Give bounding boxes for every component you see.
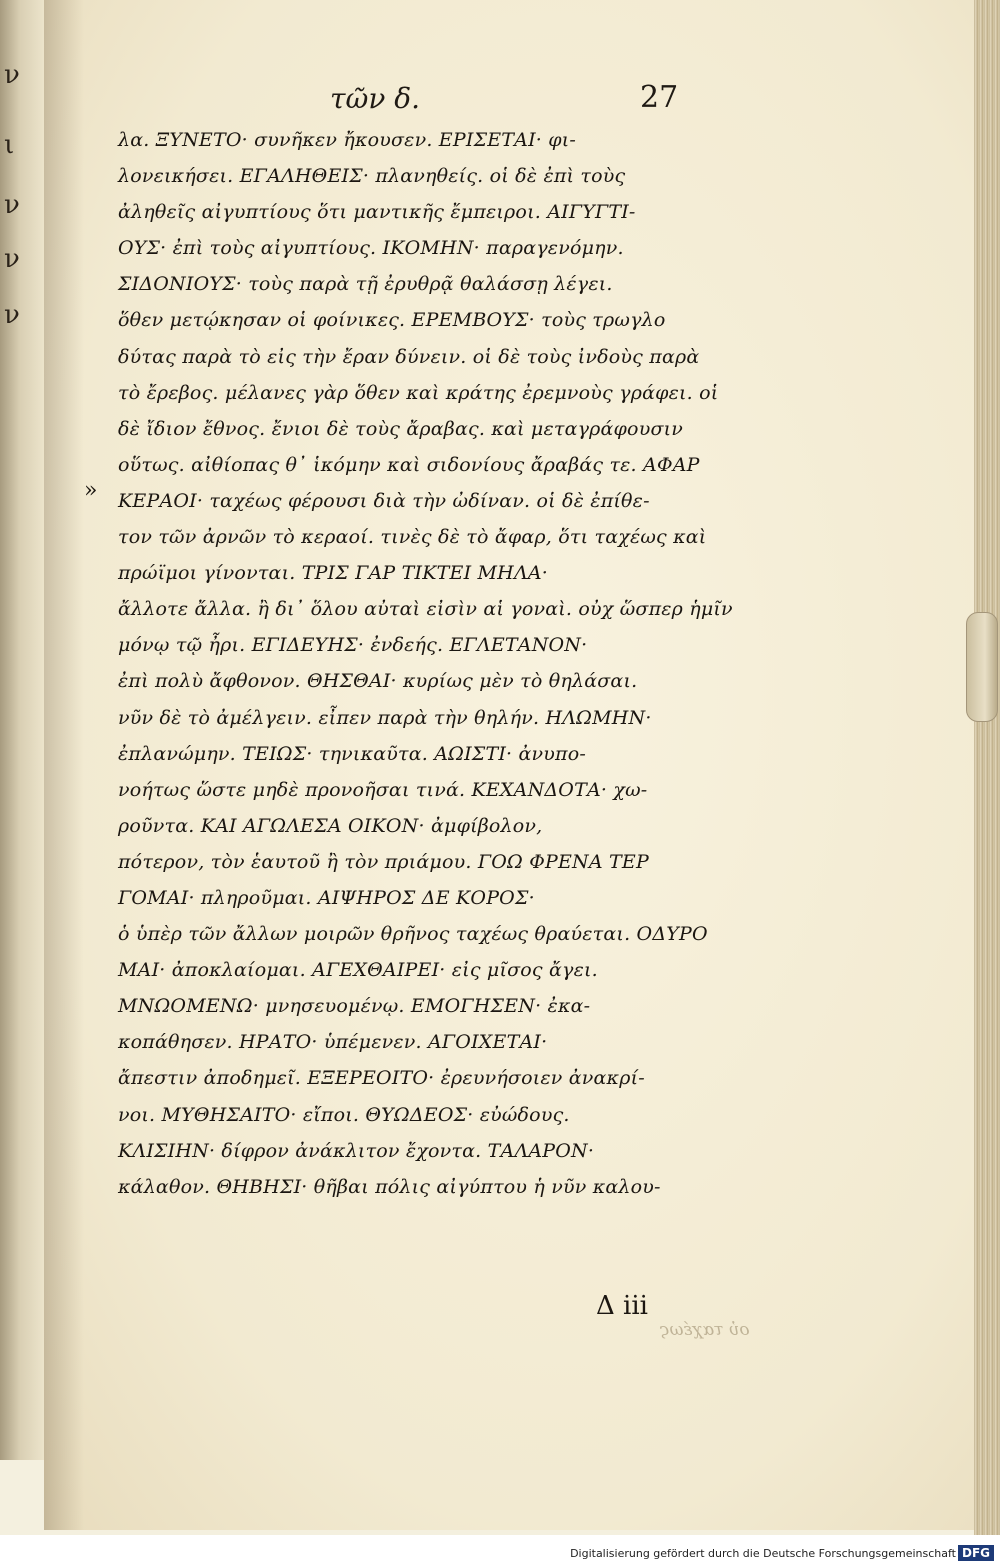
text-line: ΚΕΡΑΟΙ· ταχέως φέρουσι διὰ τὴν ὠδίναν. οἱ δὲ ἐπίθε-	[118, 489, 650, 512]
text-block	[118, 122, 768, 1205]
text-line: κοπάθησεν. ΗΡΑΤΟ· ὑπέμενεν. ΑΓΟΙΧΕΤΑΙ·	[118, 1031, 548, 1054]
page-block-edge	[974, 0, 1000, 1535]
text-line: δύτας παρὰ τὸ εἰς τὴν ἔραν δύνειν. οἱ δὲ τοὺς ἰνδοὺς παρὰ	[118, 345, 700, 368]
facing-page-fragment: ν	[4, 244, 20, 274]
text-line: κάλαθον. ΘΗΒΗΣΙ· θῆβαι πόλις αἰγύπτου ἡ νῦν καλου-	[118, 1175, 661, 1198]
signature-mark: Δ iii	[596, 1291, 648, 1321]
facing-page-fragment: ν	[4, 300, 20, 330]
text-line: ὅθεν μετῴκησαν οἱ φοίνικες. ΕΡΕΜΒΟΥΣ· τοὺς τρωγλο	[118, 309, 666, 332]
text-line: ἀληθεῖς αἰγυπτίους ὅτι μαντικῆς ἔμπειροι. ΑΙΓΥΓΤΙ-	[118, 201, 636, 224]
text-line: ΣΙΔΟΝΙΟΥΣ· τοὺς παρὰ τῇ ἐρυθρᾷ θαλάσσῃ λέγει.	[118, 273, 613, 296]
facing-page-fragment: ν	[4, 190, 20, 220]
binding-shadow	[44, 0, 84, 1530]
text-line: νοήτως ὥστε μηδὲ προνοῆσαι τινά. ΚΕΧΑΝΔΟΤΑ· χω-	[118, 778, 648, 801]
text-line: ὁ ὑπὲρ τῶν ἄλλων μοιρῶν θρῆνος ταχέως θραύεται. ΟΔΥΡΟ	[118, 923, 708, 946]
text-line: τον τῶν ἀρνῶν τὸ κεραοί. τινὲς δὲ τὸ ἄφαρ, ὅτι ταχέως καὶ	[118, 526, 707, 549]
text-line: ἄπεστιν ἀποδημεῖ. ΕΞΕΡΕΟΙΤΟ· ἐρευνήσοιεν ἀνακρί-	[118, 1067, 645, 1090]
show-through-text: οὐ ταχέως	[660, 1320, 750, 1340]
text-line: λονεικήσει. ΕΓΑΛΗΘΕΙΣ· πλανηθείς. οἱ δὲ ἐπὶ τοὺς	[118, 165, 626, 188]
text-line: ἐπὶ πολὺ ἄφθονον. ΘΗΣΘΑΙ· κυρίως μὲν τὸ θηλάσαι.	[118, 670, 638, 693]
text-line: ροῦντα. ΚΑΙ ΑΓΩΛΕΣΑ ΟΙΚΟΝ· ἀμφίβολον,	[118, 814, 543, 837]
text-line: ΓΟΜΑΙ· πληροῦμαι. ΑΙΨΗΡΟΣ ΔΕ ΚΟΡΟΣ·	[118, 886, 535, 909]
facing-page-fragment: ι	[4, 130, 15, 160]
text-line: τὸ ἔρεβος. μέλανες γὰρ ὅθεν καὶ κράτης ἐρεμνοὺς γράφει. οἱ	[118, 381, 719, 404]
facing-page-fragment: ν	[4, 60, 20, 90]
text-line: ΟΥΣ· ἐπὶ τοὺς αἰγυπτίους. ΙΚΟΜΗΝ· παραγενόμην.	[118, 237, 624, 260]
footer-credit: Digitalisierung gefördert durch die Deutsche Forschungsgemeinschaft	[570, 1547, 956, 1560]
text-line: πότερον, τὸν ἑαυτοῦ ἢ τὸν πριάμου. ΓΟΩ ΦΡΕΝΑ ΤΕΡ	[118, 850, 649, 873]
page-number: 27	[640, 80, 679, 115]
text-line: ἐπλανώμην. ΤΕΙΩΣ· τηνικαῦτα. ΑΩΙΣΤΙ· ἀνυπο-	[118, 742, 586, 765]
page-tab	[966, 612, 998, 722]
text-line: ΜΝΩΟΜΕΝΩ· μνησευομένῳ. ΕΜΟΓΗΣΕΝ· ἐκα-	[118, 995, 591, 1018]
text-line: πρώϊμοι γίνονται. ΤΡΙΣ ΓΑΡ ΤΙΚΤΕΙ ΜΗΛΑ·	[118, 562, 549, 585]
text-line: ΚΛΙΣΙΗΝ· δίφρον ἀνάκλιτον ἔχοντα. ΤΑΛΑΡΟΝ·	[118, 1139, 595, 1162]
facing-page-edge	[0, 0, 44, 1460]
text-line: μόνῳ τῷ ἦρι. ΕΓΙΔΕΥΗΣ· ἐνδεής. ΕΓΛΕΤΑΝΟΝ·	[118, 634, 588, 657]
text-line: οὕτως. αἰθίοπας θ᾽ ἱκόμην καὶ σιδονίους ἄραβάς τε. ΑΦΑΡ	[118, 453, 700, 476]
dfg-logo: DFG	[958, 1545, 994, 1561]
text-line: δὲ ἴδιον ἔθνος. ἔνιοι δὲ τοὺς ἄραβας. καὶ μεταγράφουσιν	[118, 417, 684, 440]
running-head: τῶν δ.	[330, 82, 421, 115]
text-line: λα. ΞΥΝΕΤΟ· συνῆκεν ἤκουσεν. ΕΡΙΣΕΤΑΙ· φι-	[118, 129, 577, 151]
text-line: νῦν δὲ τὸ ἀμέλγειν. εἶπεν παρὰ τὴν θηλήν. ΗΛΩΜΗΝ·	[118, 706, 652, 729]
marginal-mark: »	[84, 478, 98, 503]
text-line: νοι. ΜΥΘΗΣΑΙΤΟ· εἴποι. ΘΥΩΔΕΟΣ· εὐώδους.	[118, 1103, 570, 1126]
text-line: ἄλλοτε ἄλλα. ἢ δι᾽ ὅλου αὐταὶ εἰσὶν αἱ γοναὶ. οὐχ ὥσπερ ἡμῖν	[118, 598, 733, 621]
text-line: ΜΑΙ· ἀποκλαίομαι. ΑΓΕΧΘΑΙΡΕΙ· εἰς μῖσος ἄγει.	[118, 959, 598, 982]
